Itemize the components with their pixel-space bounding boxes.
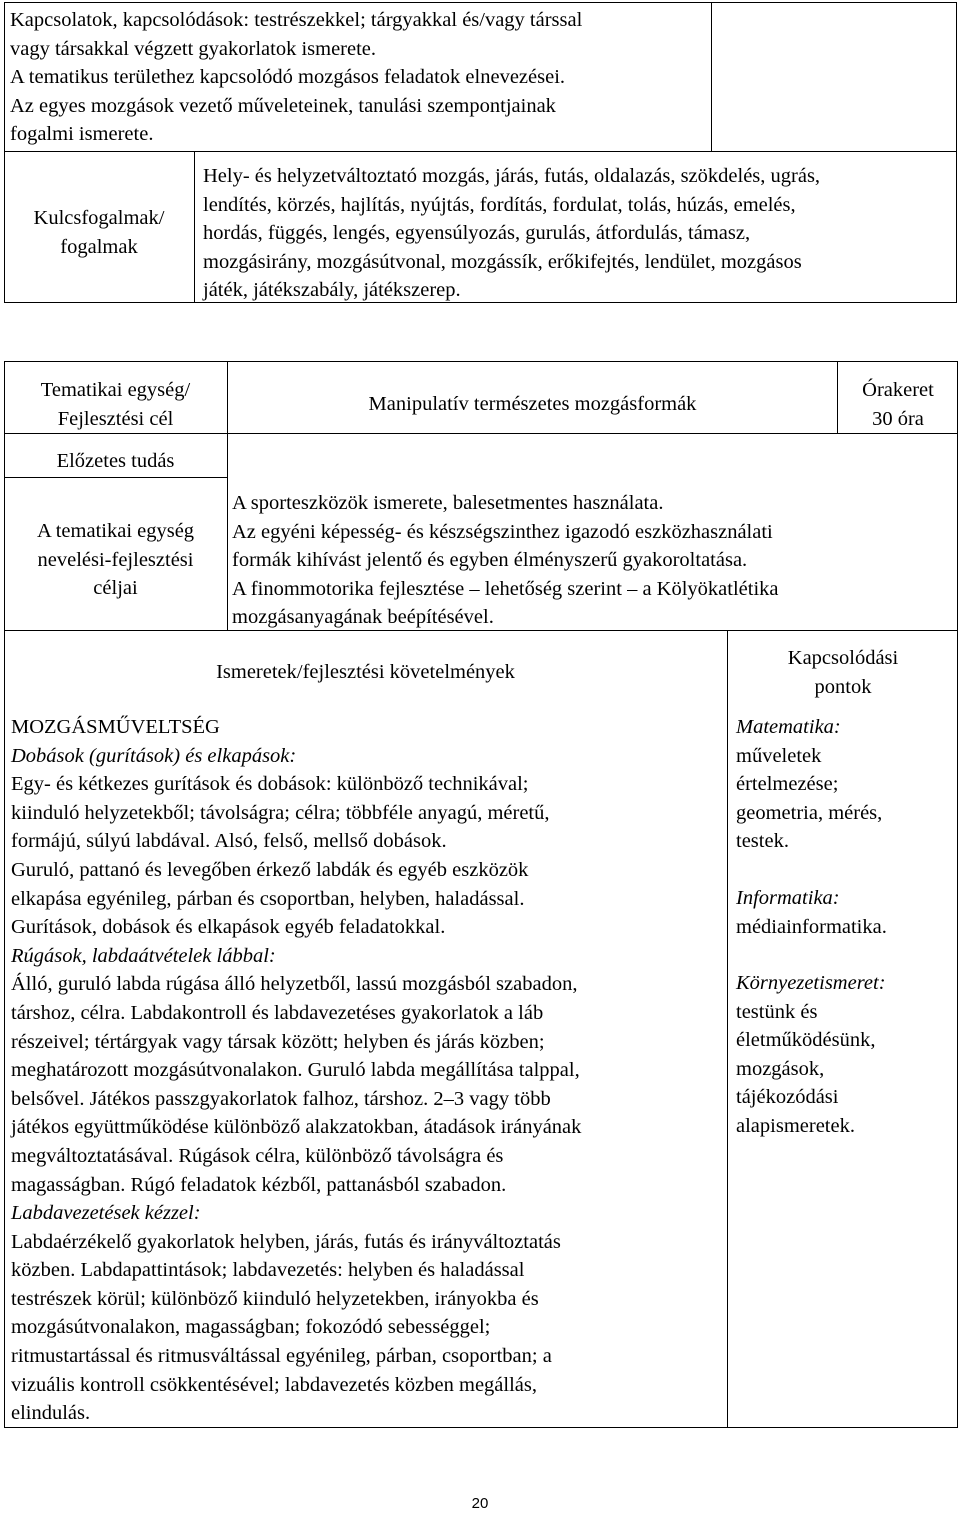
unit-label: Tematikai egység/ Fejlesztési cél [40,379,191,430]
top-table-col-divider-lower [194,151,195,303]
requirements-header: Ismeretek/fejlesztési követelmények [216,661,515,683]
key-concepts-label: Kulcsfogalmak/ fogalmak [33,207,165,258]
goals-text: A sporteszközök ismerete, balesetmentes használata. Az egyéni képesség- és készségszinthez igazodó eszközhasználati formák kihívást jelentő és egyben élményszerű gyakoroltatása. A finommotorika fejlesztése – lehetőség szerint – a Kölyökatlétika mozgásanyagának beépítésével. [232,492,779,629]
unit-title: Manipulatív természetes mozgásformák [368,393,697,415]
requirements-body: MOZGÁSMŰVELTSÉG Dobások (gurítások) és elkapások: Egy- és kétkezes gurítások és dobások: különböző technikával; kiinduló helyzetekből; távolságra; célra; többféle anyagú, méretű, formájú, súlyú labdával. Alsó, felső, mellső dobások. Guruló, pattanó és levegőben érkező labdák és egyéb eszközök elkapása egyénileg, párban és csoportban, helyben, haladással. Gurítások, dobások és elkapások egyéb feladatokkal. Rúgások, labdaátvételek lábbal: Álló, guruló labda rúgása álló helyzetből, lassú mozgásból szabadon, társhoz, célra. Labdakontroll és labdavezetéses gyakorlatok a láb részeivel; tértárgyak vagy társak között; helyben és járás közben; meghatározott mozgásútvonalakon. Guruló labda megállítása talppal, belsővel. Játékos passzgyakorlatok falhoz, társhoz. 2–3 vagy több játékos együttműködése különböző alakzatokban, átadások irányának megváltoztatásával. Rúgások célra, különböző távolságra és magasságban. Rúgó feladatok kézből, pattanásból szabadon. Labdavezetések kézzel: Labdaérzékelő gyakorlatok helyben, járás, futás és irányváltoztatás közben. Labdapattintások; labdavezetés: helyben és haladással testrészek körül; különböző kiinduló helyzetekben, irányokba és mozgásútvonalakon, magasságban; fokozódó sebességgel; ritmustartással és ritmusváltással egyénileg, párban, csoportban; a vizuális kontroll csökkentésével; labdavezetés közben megállás, elindulás. [11,713,581,1428]
connections-informatics: Informatika: médiainformatika. [736,884,887,941]
connections-header: Kapcsolódási pontok [787,647,899,698]
connections-environment: Környezetismeret: testünk és életműködésünk, mozgások, tájékozódási alapismeretek. [736,969,886,1141]
section-subtitle: Dobások (gurítások) és elkapások: [11,744,297,767]
top-table-col-divider-upper [711,2,712,152]
unit-row-divider-2 [4,477,228,478]
hours-value: 30 óra [872,407,924,430]
key-concepts-text: Hely- és helyzetváltoztató mozgás, járás, futás, oldalazás, szökdelés, ugrás, lendítés, körzés, hajlítás, nyújtás, fordítás, fordulat, tolás, húzás, emelés, hordás, függés, lengés, egyensúlyozás, gurulás, átfordulás, támasz, mozgásirány, mozgásútvonal, mozgássík, erőkifejtés, lendület, mozgásos játék, játékszabály, játékszerep. [203,165,821,302]
top-block-text: Kapcsolatok, kapcsolódások: testrészekkel; tárgyakkal és/vagy társsal vagy társakkal végzett gyakorlatok ismerete. A tematikus területhez kapcsolódó mozgásos feladatok elnevezései. Az egyes mozgások vezető műveleteinek, tanulási szempontjainak fogalmi ismerete. [10,9,583,146]
goals-label: A tematikai egység nevelési-fejlesztési céljai [36,520,195,600]
section-subtitle: Labdavezetések kézzel: [11,1202,201,1225]
connection-subject: Környezetismeret: [736,972,886,994]
page-number: 20 [471,1495,489,1512]
connection-subject: Informatika: [736,887,840,909]
requirements-col-divider [727,630,728,1428]
requirements-heading: MOZGÁSMŰVELTSÉG [11,716,220,738]
hours-frame [838,376,958,433]
prior-knowledge-label: Előzetes tudás [56,450,175,472]
connection-subject: Matematika: [736,716,841,738]
hours-label: Órakeret [862,379,934,401]
section-subtitle: Rúgások, labdaátvételek lábbal: [11,944,276,967]
connections-math: Matematika: műveletek értelmezése; geometria, mérés, testek. [736,713,882,856]
top-table-row-divider [4,151,957,152]
